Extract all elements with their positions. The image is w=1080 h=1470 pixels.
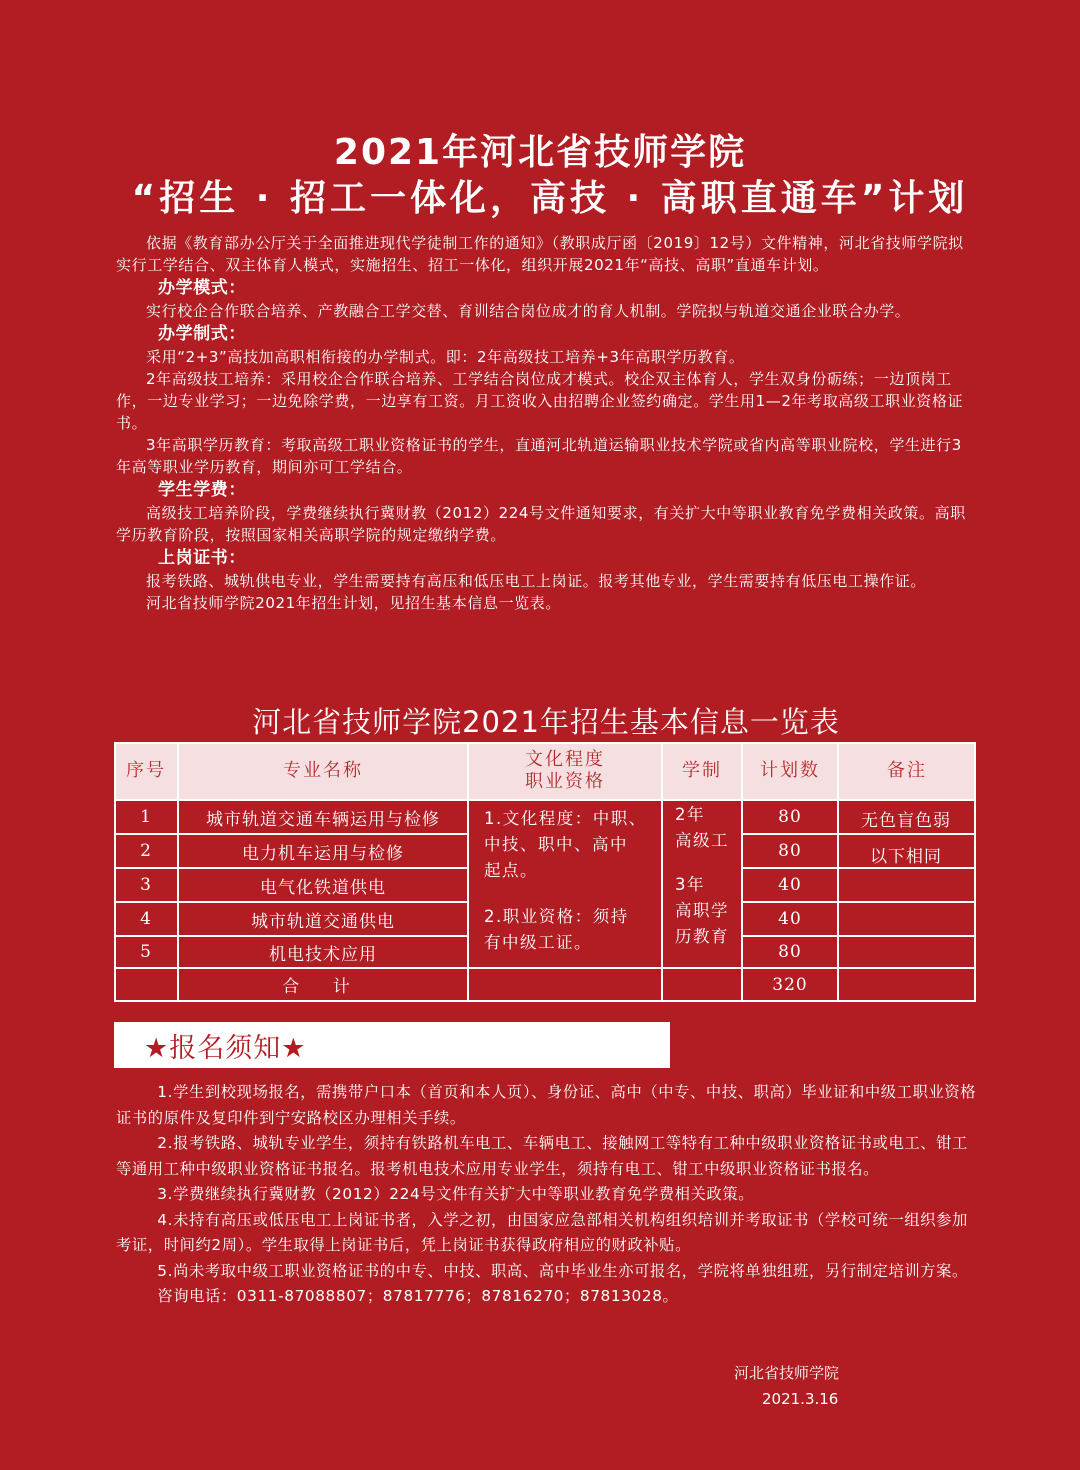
requirement-1-line3: 起点。 <box>484 861 538 880</box>
header-req-line1: 文化程度 <box>525 749 605 770</box>
system-1-line2: 高级工 <box>675 831 729 850</box>
system-2-line3: 历教育 <box>675 927 729 946</box>
table-border <box>974 742 976 1002</box>
header-plan: 计划数 <box>760 760 820 781</box>
header-major: 专业名称 <box>283 760 363 781</box>
enrollment-table <box>114 742 976 1002</box>
notice-item: 2.报考铁路、城轨专业学生，须持有铁路机车电工、车辆电工、接触网工等特有工种中级职业资格证书或电工、钳工等通用工种中级职业资格证书报名。报考机电技术应用专业学生，须持有电工、钳工中级职业资格证书报名。 <box>116 1134 968 1178</box>
requirement-2-line1: 2.职业资格：须持 <box>484 907 629 926</box>
header-system: 学制 <box>682 760 722 781</box>
remark-2: 以下相同 <box>870 846 942 867</box>
system-paragraph-1: 采用“2+3”高技加高职相衔接的办学制式。即：2年高级技工培养+3年高职学历教育。 <box>146 348 745 366</box>
intro-paragraph: 依据《教育部办公厅关于全面推进现代学徒制工作的通知》（教职成厅函〔2019〕12号）文件精神，河北省技师学院拟实行工学结合、双主体育人模式，实施招生、招工一体化，组织开展2021年“高技、高职”直通车计划。 <box>116 234 964 274</box>
row5-no: 5 <box>140 942 152 962</box>
requirement-1-line2: 中技、职中、高中 <box>484 835 628 854</box>
row1-no: 1 <box>140 807 152 827</box>
page-title-line2: “招生 · 招工一体化，高技 · 高职直通车”计划 <box>131 178 969 219</box>
requirements-cell <box>484 806 656 956</box>
table-header-row <box>114 742 976 800</box>
mode-paragraph: 实行校企合作联合培养、产教融合工学交替、育训结合岗位成才的育人机制。学院拟与轨道交通企业联合办学。 <box>146 302 911 320</box>
table-border <box>661 742 663 1002</box>
system-paragraph-3: 3年高职学历教育：考取高级工职业资格证书的学生，直通河北轨道运输职业技术学院或省内高等职业院校，学生进行3年高等职业学历教育，期间亦可工学结合。 <box>116 436 962 476</box>
notice-item: 3.学费继续执行冀财教（2012）224号文件有关扩大中等职业教育免学费相关政策。 <box>157 1185 755 1203</box>
row5-major: 机电技术应用 <box>269 944 377 965</box>
remark-1: 无色盲色弱 <box>861 810 951 831</box>
system-1-line1: 2年 <box>675 805 705 824</box>
row4-no: 4 <box>140 909 152 929</box>
table-border <box>114 1000 976 1002</box>
requirement-2-line2: 有中级工证。 <box>484 933 592 952</box>
system-cell <box>675 802 739 950</box>
contact-phone: 咨询电话：0311-87088807；87817776；87816270；87813028。 <box>157 1287 679 1305</box>
row2-plan: 80 <box>778 841 802 861</box>
signature-block <box>734 1360 914 1412</box>
total-label: 合 计 <box>282 977 364 997</box>
row1-major: 城市轨道交通车辆运用与检修 <box>206 809 440 830</box>
cert-heading: 上岗证书： <box>158 548 246 568</box>
system-2-line1: 3年 <box>675 875 705 894</box>
row3-major: 电气化铁道供电 <box>260 877 386 898</box>
notice-item: 5.尚未考取中级工职业资格证书的中专、中技、职高、高中毕业生亦可报名，学院将单独组班，另行制定培训方案。 <box>157 1261 968 1280</box>
fee-heading: 学生学费： <box>158 480 246 500</box>
row2-no: 2 <box>140 841 152 861</box>
header-no: 序号 <box>126 760 166 781</box>
plan-paragraph: 河北省技师学院2021年招生计划，见招生基本信息一览表。 <box>146 594 561 612</box>
signature-date: 2021.3.16 <box>762 1390 839 1408</box>
notice-item: 1.学生到校现场报名，需携带户口本（首页和本人页）、身份证、高中（中专、中技、职高）毕业证和中级工职业资格证书的原件及复印件到宁安路校区办理相关手续。 <box>116 1083 977 1127</box>
row3-no: 3 <box>140 875 152 895</box>
total-value: 320 <box>772 974 808 995</box>
row4-plan: 40 <box>778 909 802 929</box>
row3-plan: 40 <box>778 875 802 895</box>
notice-list <box>116 1080 982 1310</box>
intro-section <box>116 232 968 614</box>
cert-paragraph: 报考铁路、城轨供电专业，学生需要持有高压和低压电工上岗证。报考其他专业，学生需要持有低压电工操作证。 <box>146 572 927 590</box>
header-requirements <box>468 742 662 800</box>
signature-org: 河北省技师学院 <box>734 1364 840 1382</box>
table-title: 河北省技师学院2021年招生基本信息一览表 <box>252 705 840 739</box>
fee-paragraph: 高级技工培养阶段，学费继续执行冀财教（2012）224号文件通知要求，有关扩大中等职业教育免学费相关政策。高职学历教育阶段，按照国家相关高职学院的规定缴纳学费。 <box>116 504 966 544</box>
row4-major: 城市轨道交通供电 <box>251 911 395 932</box>
notice-heading: ★报名须知★ <box>114 1022 670 1068</box>
header-req-line2: 职业资格 <box>525 771 605 792</box>
table-border <box>114 742 976 744</box>
page-title-line1: 2021年河北省技师学院 <box>333 132 747 173</box>
notice-item: 4.未持有高压或低压电工上岗证书者，入学之初，由国家应急部相关机构组织培训并考取证书（学校可统一组织参加考证，时间约2周）。学生取得上岗证书后，凭上岗证书获得政府相应的财政补贴。 <box>116 1210 968 1254</box>
system-2-line2: 高职学 <box>675 901 729 920</box>
mode-heading: 办学模式： <box>158 278 246 298</box>
system-heading: 办学制式： <box>158 324 246 344</box>
requirement-1-line1: 1.文化程度：中职、 <box>484 809 647 828</box>
row2-major: 电力机车运用与检修 <box>242 843 404 864</box>
header-remark: 备注 <box>887 760 927 781</box>
row5-plan: 80 <box>778 942 802 962</box>
row1-plan: 80 <box>778 807 802 827</box>
system-paragraph-2: 2年高级技工培养：采用校企合作联合培养、工学结合岗位成才模式。校企双主体育人，学生双身份砺练；一边顶岗工作，一边专业学习；一边免除学费，一边享有工资。月工资收入由招聘企业签约确定。学生用1—2年考取高级工职业资格证书。 <box>116 370 964 432</box>
